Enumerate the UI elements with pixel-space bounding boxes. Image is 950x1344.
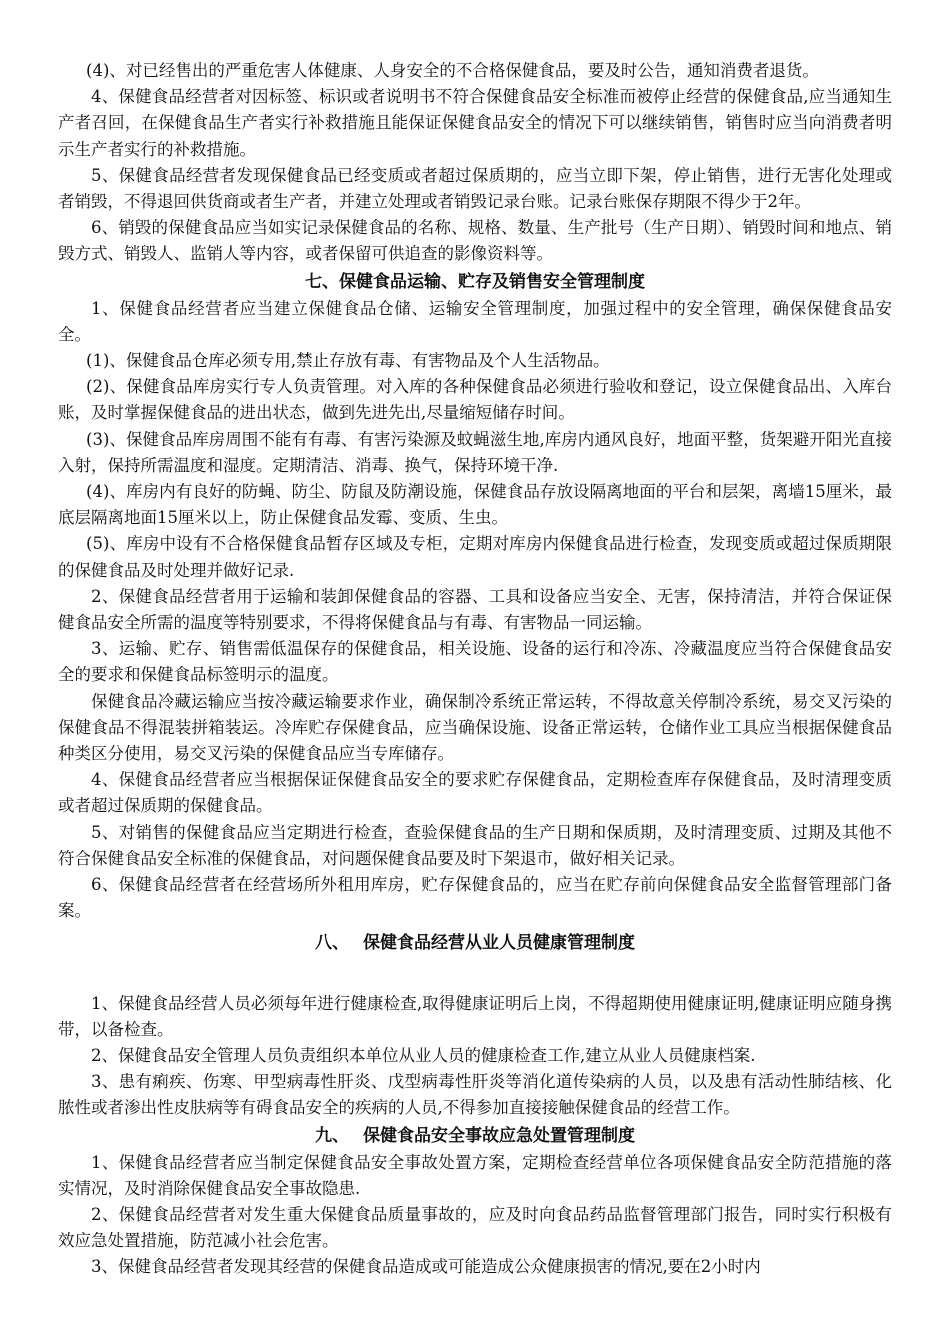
paragraph: (2)、保健食品库房实行专人负责管理。对入库的各种保健食品必须进行验收和登记，设立保健食品出、入库台账，及时掌握保健食品的进出状态，做到先进先出,尽量缩短储存时间。 <box>58 377 892 423</box>
section-8-title: 保健食品经营从业人员健康管理制度 <box>363 932 635 953</box>
paragraph: (3)、保健食品库房周围不能有有毒、有害污染源及蚊蝇滋生地,库房内通风良好，地面平整，货架避开阳光直接入射，保持所需温度和湿度。定期清洁、消毒、换气，保持环境干净. <box>58 429 892 475</box>
paragraph: 1、保健食品经营者应当建立保健食品仓储、运输安全管理制度，加强过程中的安全管理，确保保健食品安全。 <box>58 298 892 344</box>
paragraph: 2、保健食品安全管理人员负责组织本单位从业人员的健康检查工作,建立从业人员健康档案. <box>91 1045 756 1065</box>
paragraph: 2、保健食品经营者用于运输和装卸保健食品的容器、工具和设备应当安全、无害，保持清洁，并符合保证保健食品安全所需的温度等特别要求，不得将保健食品与有毒、有害物品一同运输。 <box>58 586 892 633</box>
section-8-number: 八、 <box>315 932 349 953</box>
paragraph: 4、保健食品经营者对因标签、标识或者说明书不符合保健食品安全标准而被停止经营的保健食品,应当通知生产者召回，在保健食品生产者实行补救措施且能保证保健食品安全的情况下可以继续销售，销售时应当向消费者明示生产者实行的补救措施。 <box>58 87 892 159</box>
section-9-title: 保健食品安全事故应急处置管理制度 <box>363 1125 635 1146</box>
paragraph: (5)、库房中设有不合格保健食品暂存区域及专柜，定期对库房内保健食品进行检查，发现变质或超过保质期限的保健食品及时处理并做好记录. <box>58 534 892 580</box>
paragraph: 1、保健食品经营人员必须每年进行健康检查,取得健康证明后上岗，不得超期使用健康证明,健康证明应随身携带，以备检查。 <box>58 993 892 1039</box>
document-page <box>58 58 892 1281</box>
paragraph: 6、保健食品经营者在经营场所外租用库房，贮存保健食品的，应当在贮存前向保健食品安全监督管理部门备案。 <box>58 875 892 921</box>
section-9-number: 九、 <box>315 1125 349 1146</box>
section-8-heading <box>58 929 892 957</box>
paragraph: 保健食品冷藏运输应当按冷藏运输要求作业，确保制冷系统正常运转，不得故意关停制冷系统，易交叉污染的保健食品不得混装拼箱装运。冷库贮存保健食品，应当确保设施、设备正常运转，仓储作业工具应当根据保健食品种类区分使用，易交叉污染的保健食品应当专库储存。 <box>58 691 892 764</box>
paragraph: (4)、对已经售出的严重危害人体健康、人身安全的不合格保健食品，要及时公告，通知消费者退货。 <box>86 61 819 80</box>
section-7-heading: 七、保健食品运输、贮存及销售安全管理制度 <box>305 271 645 292</box>
paragraph: 6、销毁的保健食品应当如实记录保健食品的名称、规格、数量、生产批号（生产日期）、销毁时间和地点、销毁方式、销毁人、监销人等内容，或者保留可供追查的影像资料等。 <box>58 218 892 264</box>
paragraph: 5、保健食品经营者发现保健食品已经变质或者超过保质期的，应当立即下架，停止销售，进行无害化处理或者销毁，不得退回供货商或者生产者，并建立处理或者销毁记录台账。记录台账保存期限不得少于2年。 <box>58 165 892 212</box>
paragraph: 2、保健食品经营者对发生重大保健食品质量事故的，应及时向食品药品监督管理部门报告，同时实行积极有效应急处置措施，防范减小社会危害。 <box>58 1204 892 1251</box>
paragraph: 1、保健食品经营者应当制定保健食品安全事故处置方案，定期检查经营单位各项保健食品安全防范措施的落实情况，及时消除保健食品安全事故隐患. <box>58 1152 892 1198</box>
paragraph: 5、对销售的保健食品应当定期进行检查，查验保健食品的生产日期和保质期，及时清理变质、过期及其他不符合保健食品安全标准的保健食品，对问题保健食品要及时下架退市，做好相关记录。 <box>58 822 892 868</box>
paragraph: (4)、库房内有良好的防蝇、防尘、防鼠及防潮设施，保健食品存放设隔离地面的平台和层架，离墙15厘米，最底层隔离地面15厘米以上，防止保健食品发霉、变质、生虫。 <box>58 482 892 528</box>
paragraph: 3、保健食品经营者发现其经营的保健食品造成或可能造成公众健康损害的情况,要在2小时内 <box>91 1257 761 1277</box>
paragraph: (1)、保健食品仓库必须专用,禁止存放有毒、有害物品及个人生活物品。 <box>86 351 610 371</box>
paragraph: 3、患有痢疾、伤寒、甲型病毒性肝炎、戊型病毒性肝炎等消化道传染病的人员，以及患有活动性肺结核、化脓性或者渗出性皮肤病等有碍食品安全的疾病的人员,不得参加直接接触保健食品的经营工作。 <box>58 1072 892 1118</box>
paragraph: 4、保健食品经营者应当根据保证保健食品安全的要求贮存保健食品，定期检查库存保健食品，及时清理变质或者超过保质期的保健食品。 <box>58 770 892 816</box>
section-9-heading <box>58 1122 892 1150</box>
paragraph: 3、运输、贮存、销售需低温保存的保健食品，相关设施、设备的运行和冷冻、冷藏温度应当符合保健食品安全的要求和保健食品标签明示的温度。 <box>58 639 892 685</box>
